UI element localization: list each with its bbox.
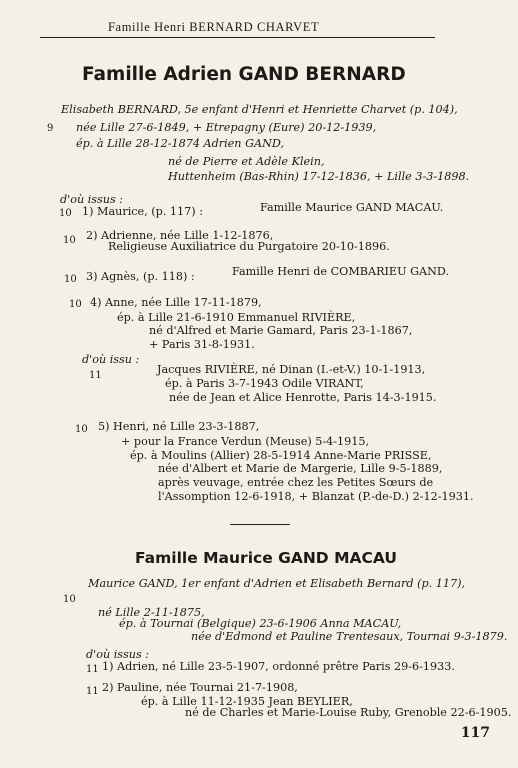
intro-line: né Lille 2-11-1875,	[98, 606, 205, 619]
intro-line: ép. à Tournai (Belgique) 23-6-1906 Anna MACAU,	[119, 617, 402, 630]
grandchild-line: née de Jean et Alice Henrotte, Paris 14-3-1915.	[169, 391, 437, 404]
header-rule	[40, 37, 435, 38]
generation-number: 9	[47, 123, 54, 134]
family-reference: Famille Henri de COMBARIEU GAND.	[232, 265, 450, 278]
child-line: 2) Adrienne, née Lille 1-12-1876,	[86, 229, 274, 242]
dou-issu: d'où issu :	[82, 353, 140, 366]
family2-title: Famille Maurice GAND MACAU	[135, 549, 397, 567]
intro-line: Elisabeth BERNARD, 5e enfant d'Henri et Henriette Charvet (p. 104),	[61, 103, 458, 116]
dou-issus: d'où issus :	[86, 648, 150, 661]
intro-line: né de Pierre et Adèle Klein,	[168, 155, 325, 168]
child-line: né d'Alfred et Marie Gamard, Paris 23-1-1867,	[149, 324, 413, 337]
child-line: Religieuse Auxiliatrice du Purgatoire 20-10-1896.	[108, 240, 390, 253]
child-line: + Paris 31-8-1931.	[149, 338, 255, 351]
child-line: 3) Agnès, (p. 118) :	[86, 270, 195, 283]
child-line: 1) Maurice, (p. 117) :	[82, 205, 203, 218]
generation-number: 10	[59, 208, 72, 219]
running-head: Famille Henri BERNARD CHARVET	[108, 20, 320, 34]
child-line: + pour la France Verdun (Meuse) 5-4-1915,	[121, 435, 370, 448]
dou-issus: d'où issus :	[60, 193, 124, 206]
intro-line: Maurice GAND, 1er enfant d'Adrien et Elisabeth Bernard (p. 117),	[88, 577, 465, 590]
intro-line: née d'Edmond et Pauline Trentesaux, Tournai 9-3-1879.	[191, 630, 508, 643]
generation-number: 11	[89, 370, 102, 381]
generation-number: 10	[64, 274, 77, 285]
child-line: 1) Adrien, né Lille 23-5-1907, ordonné prêtre Paris 29-6-1933.	[102, 660, 455, 673]
child-line: 5) Henri, né Lille 23-3-1887,	[98, 420, 260, 433]
child-line: ép. à Lille 11-12-1935 Jean BEYLIER,	[141, 695, 353, 708]
family-reference: Famille Maurice GAND MACAU.	[260, 201, 444, 214]
child-line: née d'Albert et Marie de Margerie, Lille 9-5-1889,	[158, 462, 443, 475]
generation-number: 11	[86, 664, 99, 675]
intro-line: née Lille 27-6-1849, + Etrepagny (Eure) 20-12-1939,	[76, 121, 377, 134]
grandchild-line: ép. à Paris 3-7-1943 Odile VIRANT,	[165, 377, 364, 390]
intro-line: Huttenheim (Bas-Rhin) 17-12-1836, + Lille 3-3-1898.	[168, 170, 470, 183]
child-line: 4) Anne, née Lille 17-11-1879,	[90, 296, 262, 309]
intro-line: ép. à Lille 28-12-1874 Adrien GAND,	[76, 137, 285, 150]
child-line: ép. à Moulins (Allier) 28-5-1914 Anne-Marie PRISSE,	[130, 449, 432, 462]
generation-number: 10	[63, 594, 76, 605]
generation-number: 10	[69, 299, 82, 310]
page-number: 117	[460, 725, 490, 741]
child-line: 2) Pauline, née Tournai 21-7-1908,	[102, 681, 298, 694]
child-line: ép. à Lille 21-6-1910 Emmanuel RIVIÈRE,	[117, 311, 356, 324]
section-divider	[230, 524, 290, 525]
family1-title: Famille Adrien GAND BERNARD	[82, 64, 406, 85]
child-line: après veuvage, entrée chez les Petites Sœurs de	[158, 476, 434, 489]
generation-number: 11	[86, 686, 99, 697]
generation-number: 10	[75, 424, 88, 435]
child-line: l'Assomption 12-6-1918, + Blanzat (P.-de-D.) 2-12-1931.	[158, 490, 474, 503]
generation-number: 10	[63, 235, 76, 246]
grandchild-line: Jacques RIVIÈRE, né Dinan (I.-et-V.) 10-1-1913,	[157, 363, 426, 376]
child-line: né de Charles et Marie-Louise Ruby, Grenoble 22-6-1905.	[185, 706, 512, 719]
